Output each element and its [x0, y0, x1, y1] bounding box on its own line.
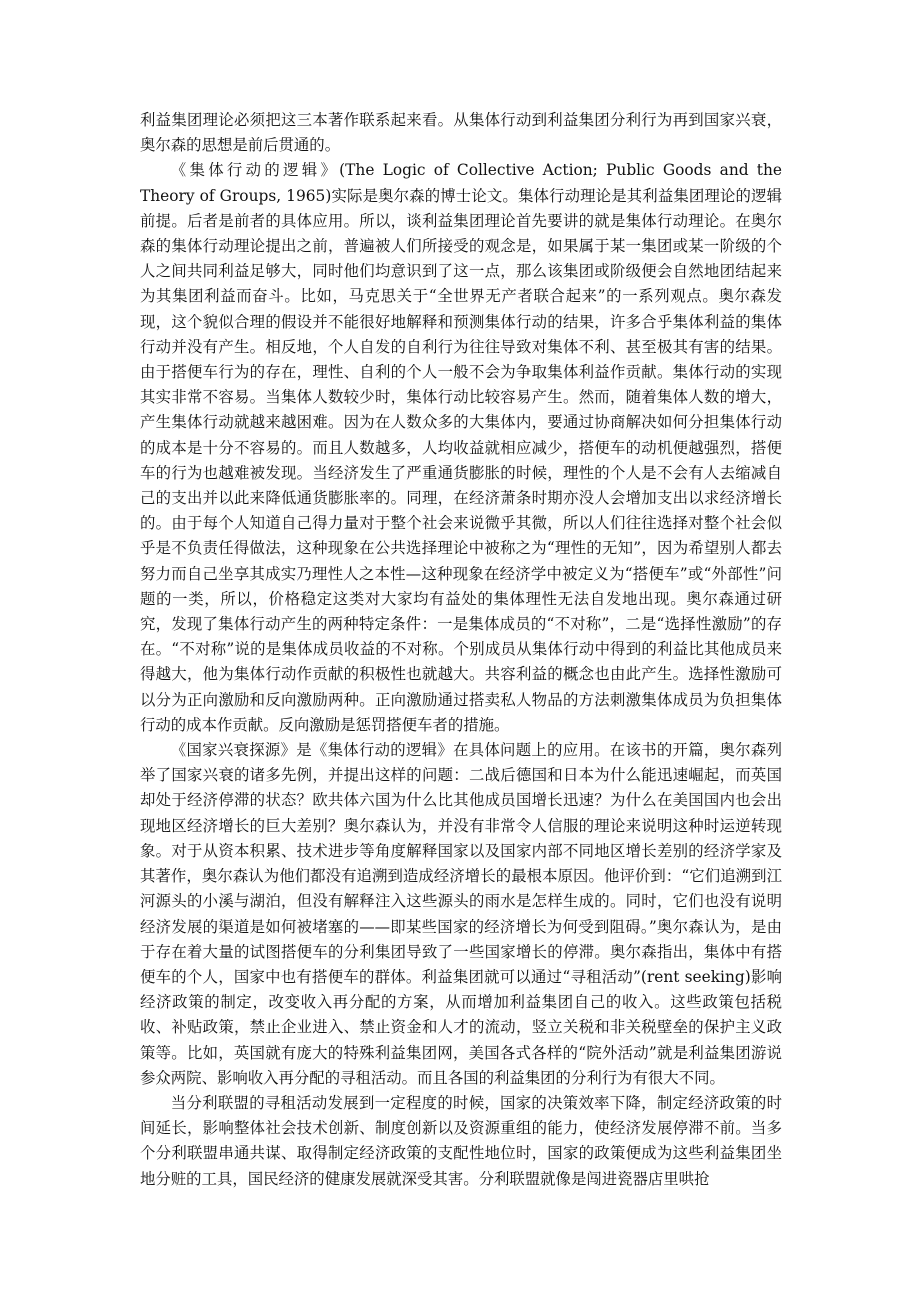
document-page — [140, 108, 782, 1192]
paragraph-2: 《集体行动的逻辑》(The Logic of Collective Action; Public Goods and the Theory of Groups, 1965)实际是奥尔森的博士论文。集体行动理论是其利益集团理论的逻辑前提。后者是前者的具体应用。所以，谈利益集团理论首先要讲的就是集体行动理论。在奥尔森的集体行动理论提出之前，普遍被人们所接受的观念是，如果属于某一集团或某一阶级的个人之间共同利益足够大，同时他们均意识到了这一点，那么该集团或阶级便会自然地团结起来为其集团利益而奋斗。比如，马克思关于“全世界无产者联合起来”的一系列观点。奥尔森发现，这个貌似合理的假设并不能很好地解释和预测集体行动的结果，许多合乎集体利益的集体行动并没有产生。相反地，个人自发的自利行为往往导致对集体不利、甚至极其有害的结果。由于搭便车行为的存在，理性、自利的个人一般不会为争取集体利益作贡献。集体行动的实现其实非常不容易。当集体人数较少时，集体行动比较容易产生。然而，随着集体人数的增大，产生集体行动就越来越困难。因为在人数众多的大集体内，要通过协商解决如何分担集体行动的成本是十分不容易的。而且人数越多，人均收益就相应减少，搭便车的动机便越强烈，搭便车的行为也越难被发现。当经济发生了严重通货膨胀的时候，理性的个人是不会有人去缩减自己的支出并以此来降低通货膨胀率的。同理，在经济萧条时期亦没人会增加支出以求经济增长的。由于每个人知道自己得力量对于整个社会来说微乎其微，所以人们往往选择对整个社会似乎是不负责任得做法，这种现象在公共选择理论中被称之为“理性的无知”，因为希望别人都去努力而自己坐享其成实乃理性人之本性—这种现象在经济学中被定义为“搭便车”或“外部性”问题的一类，所以，价格稳定这类对大家均有益处的集体理性无法自发地出现。奥尔森通过研究，发现了集体行动产生的两种特定条件：一是集体成员的“不对称”，二是“选择性激励”的存在。“不对称”说的是集体成员收益的不对称。个别成员从集体行动中得到的利益比其他成员来得越大，他为集体行动作贡献的积极性也就越大。共容利益的概念也由此产生。选择性激励可以分为正向激励和反向激励两种。正向激励通过搭卖私人物品的方法刺激集体成员为负担集体行动的成本作贡献。反向激励是惩罚搭便车者的措施。 — [140, 161, 782, 734]
paragraph-4: 当分利联盟的寻租活动发展到一定程度的时候，国家的决策效率下降，制定经济政策的时间延长，影响整体社会技术创新、制度创新以及资源重组的能力，使经济发展停滞不前。当多个分利联盟串通共谋、取得制定经济政策的支配性地位时，国家的政策便成为这些利益集团坐地分赃的工具，国民经济的健康发展就深受其害。分利联盟就像是闯进瓷器店里哄抢 — [140, 1093, 782, 1188]
paragraph-1: 利益集团理论必须把这三本著作联系起来看。从集体行动到利益集团分利行为再到国家兴衰，奥尔森的思想是前后贯通的。 — [140, 111, 782, 155]
paragraph-3: 《国家兴衰探源》是《集体行动的逻辑》在具体问题上的应用。在该书的开篇，奥尔森列举了国家兴衰的诸多先例，并提出这样的问题：二战后德国和日本为什么能迅速崛起，而英国却处于经济停滞的状态？欧共体六国为什么比其他成员国增长迅速？为什么在美国国内也会出现地区经济增长的巨大差别？奥尔森认为，并没有非常令人信服的理论来说明这种时运逆转现象。对于从资本积累、技术进步等角度解释国家以及国家内部不同地区增长差别的经济学家及其著作，奥尔森认为他们都没有追溯到造成经济增长的最根本原因。他评价到：“它们追溯到江河源头的小溪与湖泊，但没有解释注入这些源头的雨水是怎样生成的。同时，它们也没有说明经济发展的渠道是如何被堵塞的——即某些国家的经济增长为何受到阻碍。”奥尔森认为，是由于存在着大量的试图搭便车的分利集团导致了一些国家增长的停滞。奥尔森指出，集体中有搭便车的个人，国家中也有搭便车的群体。利益集团就可以通过“寻租活动”(rent seeking)影响经济政策的制定，改变收入再分配的方案，从而增加利益集团自己的收入。这些政策包括税收、补贴政策，禁止企业进入、禁止资金和人才的流动，竖立关税和非关税壁垒的保护主义政策等。比如，英国就有庞大的特殊利益集团网，美国各式各样的“院外活动”就是利益集团游说参众两院、影响收入再分配的寻租活动。而且各国的利益集团的分利行为有很大不同。 — [140, 741, 782, 1087]
